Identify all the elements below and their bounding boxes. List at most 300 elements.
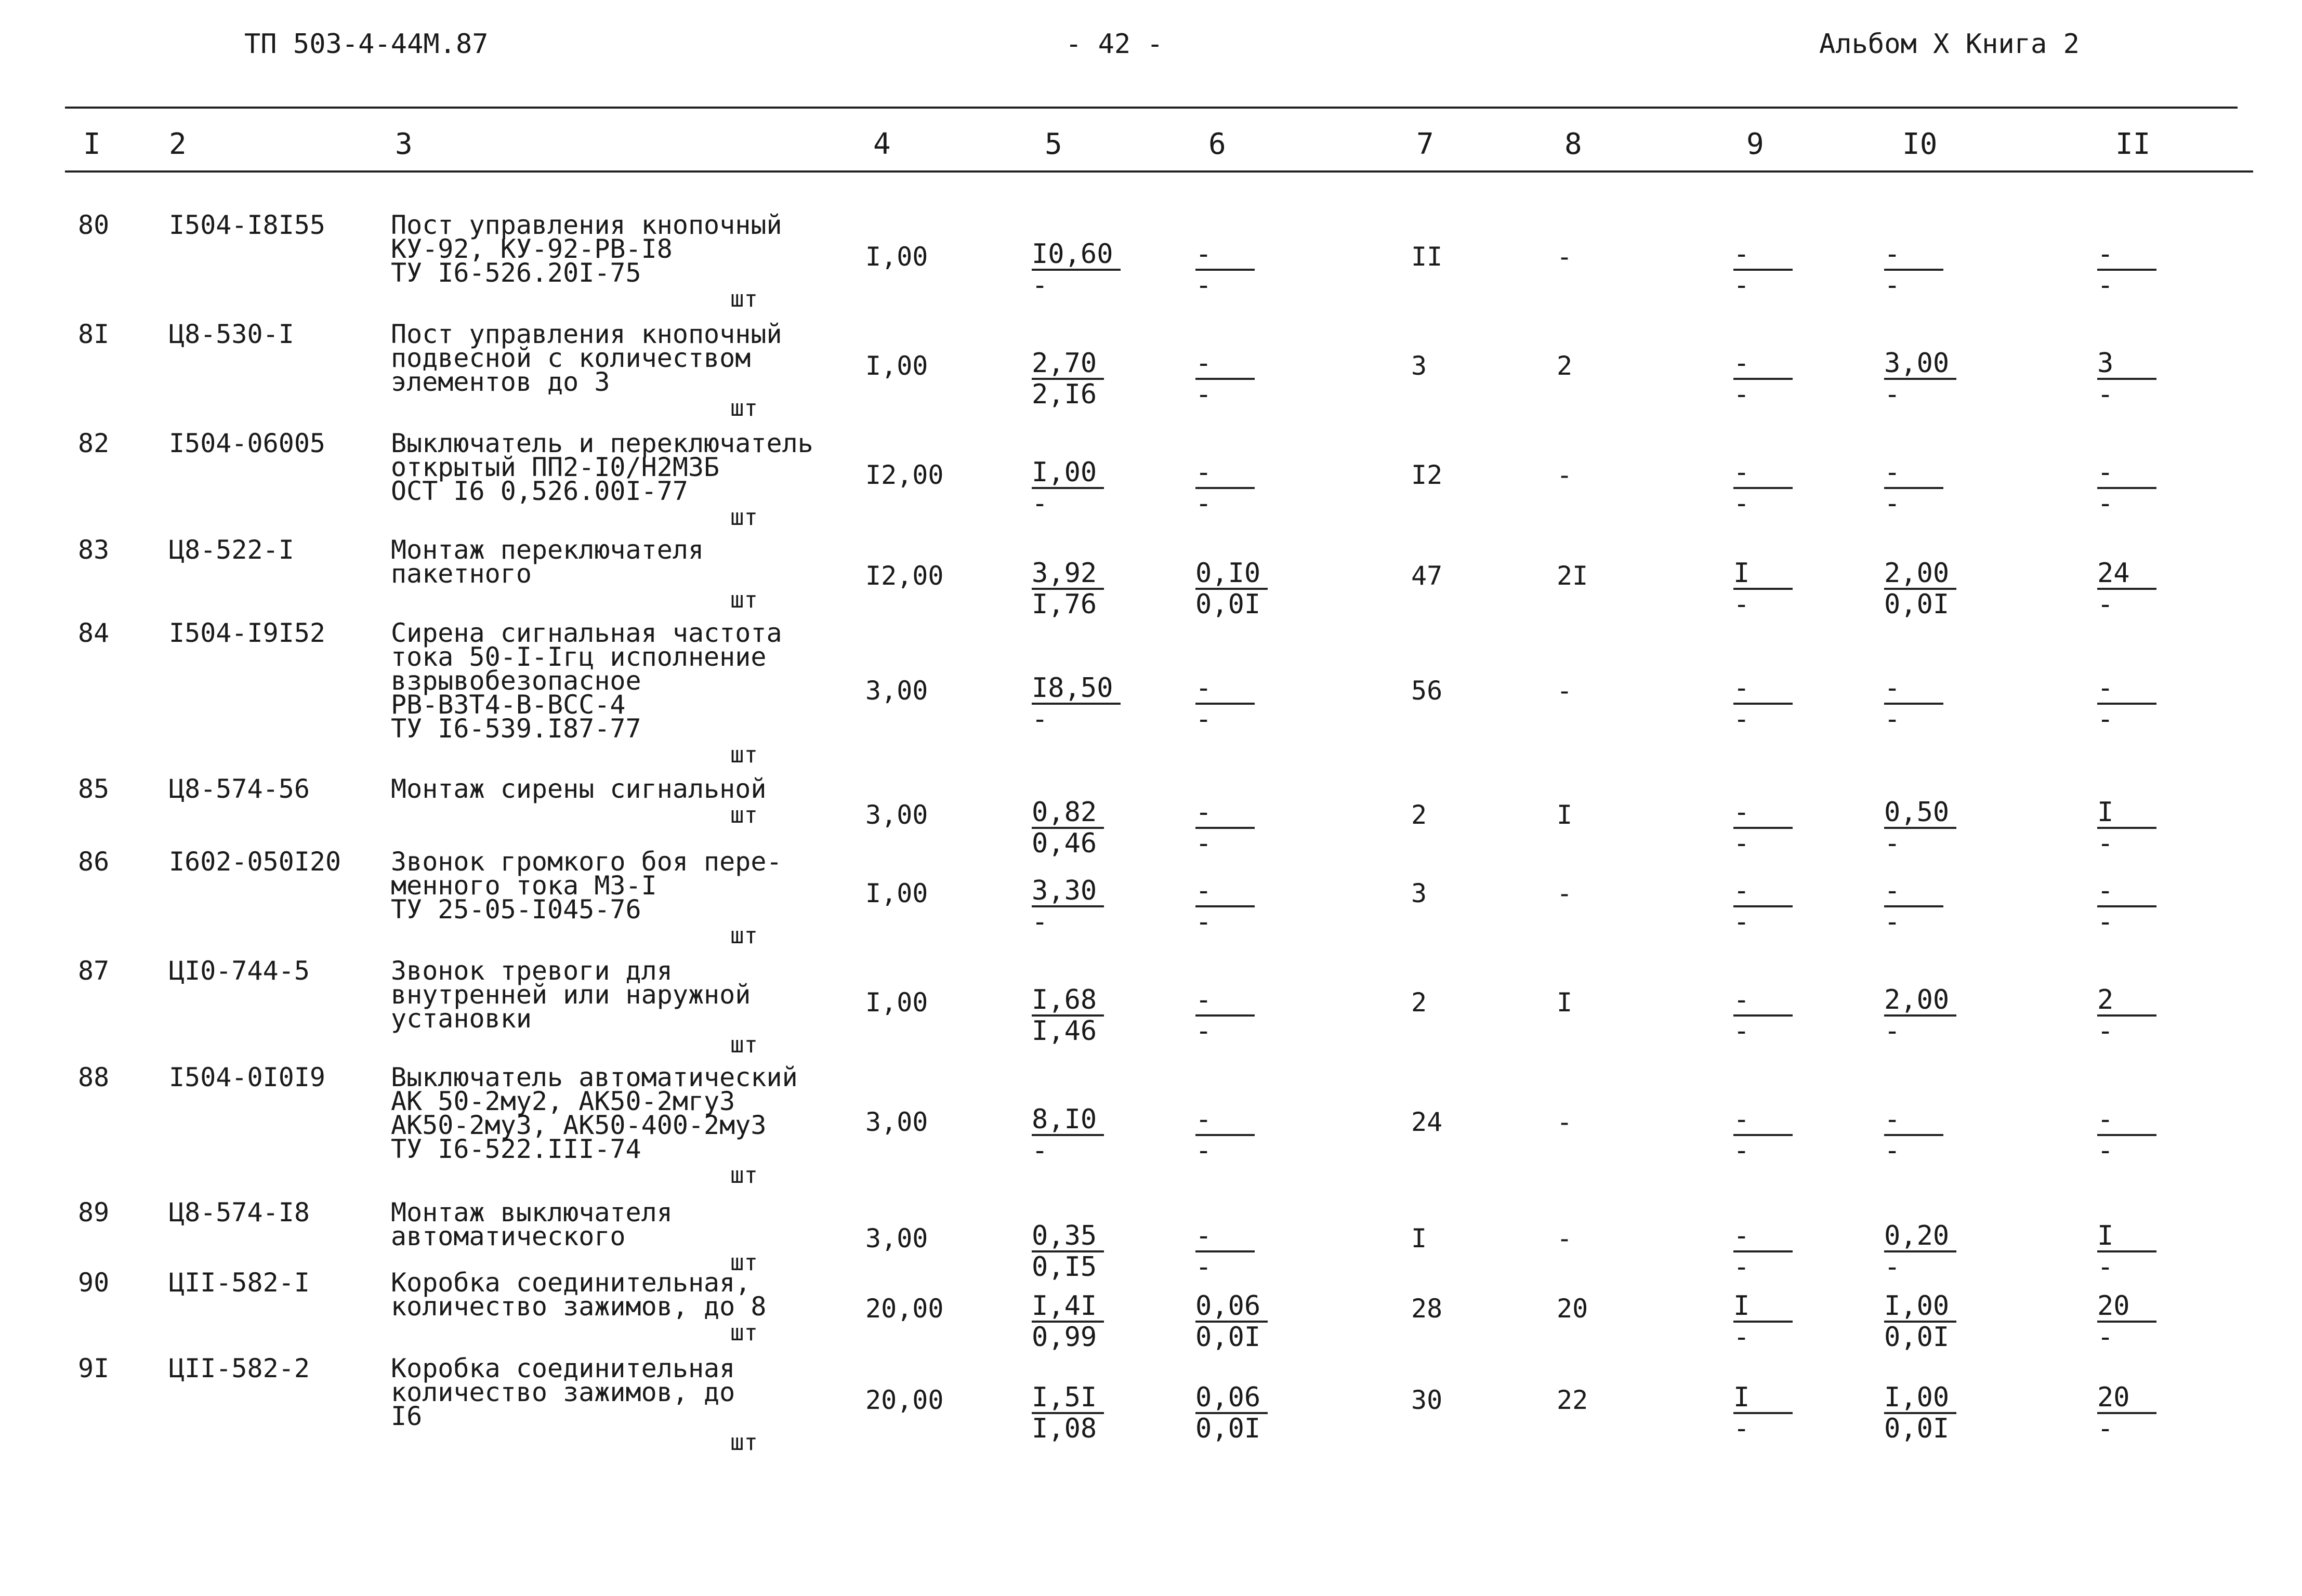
col8-value: -: [1557, 1223, 1573, 1254]
unit-label: шт: [730, 802, 758, 828]
column-number: 3: [395, 127, 413, 161]
denominator: -: [1884, 488, 1901, 519]
fraction-c5: [1032, 349, 1104, 409]
column-number: 9: [1746, 127, 1764, 161]
numerator: -: [2097, 1105, 2156, 1136]
fraction-c6: [1195, 674, 1268, 734]
fraction-c10: [1884, 1291, 1957, 1352]
item-name-line: Монтаж переключателя: [391, 535, 704, 565]
unit-label: шт: [730, 1162, 758, 1189]
denominator: -: [1884, 1251, 1901, 1283]
item-name-line: элементов до 3: [391, 367, 610, 397]
denominator: 0,0I: [1195, 1413, 1261, 1444]
fraction-c10: [1884, 798, 1957, 858]
denominator: -: [1884, 1135, 1901, 1166]
column-number: 4: [873, 127, 891, 161]
numerator: -: [1733, 349, 1793, 380]
fraction-c6: [1195, 1383, 1268, 1443]
denominator: -: [1195, 270, 1212, 301]
fraction-c11: [2097, 798, 2170, 858]
col8-value: -: [1557, 1107, 1573, 1137]
numerator: 20: [2097, 1383, 2156, 1414]
quantity: 3,00: [865, 800, 928, 830]
item-name-line: Звонок громкого боя пере-: [391, 847, 782, 877]
item-name-line: Коробка соединительная,: [391, 1268, 751, 1298]
denominator: I,76: [1032, 589, 1097, 620]
unit-label: шт: [730, 1320, 758, 1346]
denominator: -: [1195, 379, 1212, 410]
fraction-c10: [1884, 985, 1957, 1046]
numerator: -: [1195, 240, 1255, 271]
item-name-line: взрывобезопасное: [391, 666, 641, 696]
item-name-line: Выключатель и переключатель: [391, 428, 813, 458]
numerator: -: [2097, 674, 2156, 705]
denominator: -: [1884, 379, 1901, 410]
fraction-c9: [1733, 559, 1806, 619]
numerator: -: [1884, 240, 1943, 271]
numerator: -: [1733, 876, 1793, 907]
numerator: 0,06: [1195, 1291, 1268, 1323]
item-name-line: внутренней или наружной: [391, 980, 751, 1010]
denominator: I,46: [1032, 1015, 1097, 1047]
fraction-c11: [2097, 674, 2170, 734]
numerator: I: [1733, 1291, 1793, 1323]
fraction-c9: [1733, 1291, 1806, 1352]
item-name-line: ОСТ I6 0,526.00I-77: [391, 476, 688, 506]
row-number: 88: [78, 1062, 110, 1092]
fraction-c9: [1733, 458, 1806, 518]
fraction-c5: [1032, 798, 1104, 858]
column-number: II: [2115, 127, 2151, 161]
numerator: I: [1733, 1383, 1793, 1414]
denominator: -: [1884, 828, 1901, 859]
row-number: 82: [78, 428, 110, 458]
denominator: -: [1195, 1251, 1212, 1283]
fraction-c6: [1195, 798, 1268, 858]
unit-label: шт: [730, 1429, 758, 1456]
numerator: I,00: [1032, 458, 1104, 489]
denominator: -: [1032, 270, 1048, 301]
row-number: 89: [78, 1197, 110, 1228]
fraction-c11: [2097, 1221, 2170, 1282]
item-name-line: автоматического: [391, 1221, 626, 1251]
column-number: I0: [1902, 127, 1938, 161]
col7-value: I: [1411, 1223, 1427, 1254]
column-number: 6: [1208, 127, 1226, 161]
denominator: 0,0I: [1195, 589, 1261, 620]
numerator: -: [1195, 876, 1255, 907]
numerator: 2,70: [1032, 349, 1104, 380]
fraction-c10: [1884, 349, 1957, 409]
denominator: 2,I6: [1032, 379, 1097, 410]
fraction-c11: [2097, 458, 2170, 518]
item-name-line: Пост управления кнопочный: [391, 319, 782, 349]
denominator: -: [2097, 1251, 2114, 1283]
page-number: - 42 -: [1066, 29, 1163, 60]
denominator: -: [1733, 1135, 1750, 1166]
denominator: -: [1733, 1413, 1750, 1444]
item-name-line: ТУ I6-522.III-74: [391, 1134, 641, 1164]
numerator: I,68: [1032, 985, 1104, 1017]
price-code: Ц8-522-I: [169, 535, 294, 565]
numerator: 20: [2097, 1291, 2156, 1323]
album-label: Альбом X Книга 2: [1819, 29, 2080, 60]
fraction-c10: [1884, 674, 1957, 734]
fraction-c11: [2097, 1383, 2170, 1443]
quantity: 20,00: [865, 1385, 944, 1415]
numerator: I,4I: [1032, 1291, 1104, 1323]
price-code: I504-I8I55: [169, 210, 326, 240]
unit-label: шт: [730, 286, 758, 312]
denominator: 0,46: [1032, 828, 1097, 859]
numerator: 0,50: [1884, 798, 1956, 829]
row-number: 86: [78, 847, 110, 877]
item-name-line: Пост управления кнопочный: [391, 210, 782, 240]
numerator: I,00: [1884, 1291, 1956, 1323]
col7-value: I2: [1411, 460, 1443, 490]
numerator: 0,I0: [1195, 559, 1268, 590]
fraction-c6: [1195, 1221, 1268, 1282]
col7-value: 56: [1411, 676, 1443, 706]
fraction-c9: [1733, 1221, 1806, 1282]
denominator: -: [1884, 270, 1901, 301]
numerator: 0,35: [1032, 1221, 1104, 1252]
fraction-c10: [1884, 559, 1957, 619]
fraction-c10: [1884, 876, 1957, 937]
col7-value: 2: [1411, 800, 1427, 830]
numerator: 0,82: [1032, 798, 1104, 829]
price-code: I504-06005: [169, 428, 326, 458]
denominator: -: [1733, 1322, 1750, 1353]
numerator: I: [1733, 559, 1793, 590]
numerator: -: [1733, 240, 1793, 271]
row-number: 9I: [78, 1353, 110, 1383]
numerator: -: [1884, 1105, 1943, 1136]
col8-value: 22: [1557, 1385, 1588, 1415]
item-name-line: АК 50-2му2, АК50-2мгу3: [391, 1086, 735, 1116]
denominator: -: [2097, 1322, 2114, 1353]
row-number: 80: [78, 210, 110, 240]
numerator: 3: [2097, 349, 2156, 380]
fraction-c10: [1884, 1105, 1957, 1165]
row-number: 8I: [78, 319, 110, 349]
fraction-c5: [1032, 1105, 1104, 1165]
denominator: -: [2097, 828, 2114, 859]
item-name-line: установки: [391, 1004, 532, 1034]
denominator: -: [1195, 906, 1212, 938]
col7-value: 3: [1411, 351, 1427, 381]
col7-value: II: [1411, 242, 1443, 272]
fraction-c10: [1884, 1221, 1957, 1282]
unit-label: шт: [730, 1032, 758, 1058]
fraction-c9: [1733, 240, 1806, 300]
price-code: ЦII-582-2: [169, 1353, 310, 1383]
numerator: 0,06: [1195, 1383, 1268, 1414]
numerator: -: [1733, 985, 1793, 1017]
denominator: -: [1733, 906, 1750, 938]
col7-value: 30: [1411, 1385, 1443, 1415]
fraction-c11: [2097, 559, 2170, 619]
item-name-line: АК50-2му3, АК50-400-2му3: [391, 1110, 767, 1140]
quantity: 3,00: [865, 1223, 928, 1254]
denominator: -: [1032, 906, 1048, 938]
price-code: I504-I9I52: [169, 618, 326, 648]
fraction-c5: [1032, 1221, 1104, 1282]
fraction-c5: [1032, 559, 1104, 619]
fraction-c11: [2097, 1291, 2170, 1352]
col8-value: I: [1557, 987, 1573, 1018]
denominator: 0,0I: [1195, 1322, 1261, 1353]
fraction-c5: [1032, 239, 1113, 301]
numerator: I,00: [1884, 1383, 1956, 1414]
column-number: 7: [1416, 127, 1434, 161]
fraction-c9: [1733, 349, 1806, 409]
numerator: 8,I0: [1032, 1105, 1104, 1136]
fraction-c5: [1032, 458, 1104, 518]
quantity: I,00: [865, 351, 928, 381]
header-rule: [65, 170, 2253, 173]
col7-value: 3: [1411, 878, 1427, 908]
numerator: -: [2097, 458, 2156, 489]
column-number: I: [83, 127, 101, 161]
item-name-line: РВ-ВЗТ4-В-ВСС-4: [391, 690, 626, 720]
denominator: -: [1733, 704, 1750, 735]
fraction-c9: [1733, 1383, 1806, 1443]
numerator: -: [1884, 876, 1943, 907]
numerator: 2,00: [1884, 985, 1956, 1017]
fraction-c6: [1195, 240, 1268, 300]
unit-label: шт: [730, 1249, 758, 1276]
numerator: -: [1195, 349, 1255, 380]
numerator: -: [1733, 798, 1793, 829]
fraction-c6: [1195, 1105, 1268, 1165]
item-name-line: подвесной с количеством: [391, 343, 751, 373]
top-rule: [65, 107, 2238, 109]
fraction-c6: [1195, 349, 1268, 409]
unit-label: шт: [730, 922, 758, 949]
denominator: -: [2097, 270, 2114, 301]
col8-value: 2I: [1557, 561, 1588, 591]
denominator: -: [1733, 270, 1750, 301]
denominator: -: [1733, 379, 1750, 410]
row-number: 84: [78, 618, 110, 648]
fraction-c5: [1032, 1383, 1104, 1443]
numerator: -: [1195, 458, 1255, 489]
denominator: -: [2097, 488, 2114, 519]
numerator: I,5I: [1032, 1383, 1104, 1414]
col7-value: 2: [1411, 987, 1427, 1018]
item-name-line: ТУ I6-526.20I-75: [391, 258, 641, 288]
quantity: I2,00: [865, 460, 944, 490]
denominator: -: [1195, 488, 1212, 519]
fraction-c10: [1884, 1383, 1957, 1443]
item-name-line: Выключатель автоматический: [391, 1062, 798, 1092]
denominator: -: [2097, 1413, 2114, 1444]
denominator: 0,0I: [1884, 1413, 1950, 1444]
denominator: -: [1032, 1135, 1048, 1166]
denominator: -: [1733, 589, 1750, 620]
item-name-line: КУ-92, КУ-92-РВ-I8: [391, 234, 673, 264]
item-name-line: Монтаж сирены сигнальной: [391, 774, 767, 804]
price-code: Ц8-530-I: [169, 319, 294, 349]
item-name-line: I6: [391, 1401, 423, 1431]
numerator: -: [1884, 458, 1943, 489]
numerator: -: [2097, 240, 2156, 271]
price-code: ЦII-582-I: [169, 1268, 310, 1298]
denominator: -: [2097, 906, 2114, 938]
col8-value: 2: [1557, 351, 1573, 381]
denominator: 0,I5: [1032, 1251, 1097, 1283]
denominator: -: [1884, 906, 1901, 938]
fraction-c9: [1733, 985, 1806, 1046]
denominator: -: [1195, 1015, 1212, 1047]
unit-label: шт: [730, 395, 758, 421]
row-number: 83: [78, 535, 110, 565]
item-name-line: Сирена сигнальная частота: [391, 618, 782, 648]
fraction-c11: [2097, 1105, 2170, 1165]
col8-value: I: [1557, 800, 1573, 830]
numerator: -: [1884, 674, 1943, 705]
fraction-c6: [1195, 985, 1268, 1046]
fraction-c11: [2097, 985, 2170, 1046]
numerator: 3,92: [1032, 559, 1104, 590]
denominator: I,08: [1032, 1413, 1097, 1444]
item-name-line: Коробка соединительная: [391, 1353, 735, 1383]
denominator: -: [1032, 704, 1048, 735]
item-name-line: ТУ 25-05-I045-76: [391, 894, 641, 925]
item-name-line: количество зажимов, до 8: [391, 1291, 767, 1322]
denominator: -: [2097, 704, 2114, 735]
quantity: I,00: [865, 878, 928, 908]
price-code: Ц8-574-I8: [169, 1197, 310, 1228]
column-number: 2: [169, 127, 187, 161]
numerator: -: [1733, 1221, 1793, 1252]
unit-label: шт: [730, 587, 758, 613]
numerator: -: [1195, 798, 1255, 829]
denominator: 0,0I: [1884, 589, 1950, 620]
header-code: ТП 503-4-44М.87: [244, 29, 489, 60]
fraction-c5: [1032, 672, 1113, 735]
price-code: ЦI0-744-5: [169, 956, 310, 986]
numerator: -: [1733, 458, 1793, 489]
numerator: -: [1195, 1221, 1255, 1252]
numerator: -: [1733, 1105, 1793, 1136]
fraction-c11: [2097, 349, 2170, 409]
denominator: -: [2097, 1135, 2114, 1166]
denominator: -: [1884, 704, 1901, 735]
row-number: 85: [78, 774, 110, 804]
numerator: 3,00: [1884, 349, 1956, 380]
quantity: I,00: [865, 987, 928, 1018]
fraction-c9: [1733, 876, 1806, 937]
col8-value: 20: [1557, 1294, 1588, 1324]
col8-value: -: [1557, 242, 1573, 272]
fraction-c6: [1195, 1291, 1268, 1352]
unit-label: шт: [730, 742, 758, 768]
quantity: I2,00: [865, 561, 944, 591]
quantity: 3,00: [865, 676, 928, 706]
price-code: I504-0I0I9: [169, 1062, 326, 1092]
col7-value: 47: [1411, 561, 1443, 591]
column-number: 8: [1564, 127, 1582, 161]
denominator: -: [1195, 704, 1212, 735]
numerator: -: [1195, 674, 1255, 705]
denominator: 0,99: [1032, 1322, 1097, 1353]
denominator: -: [2097, 379, 2114, 410]
fraction-c11: [2097, 240, 2170, 300]
fraction-c5: [1032, 985, 1104, 1046]
numerator: I: [2097, 798, 2156, 829]
fraction-c10: [1884, 458, 1957, 518]
denominator: -: [1884, 1015, 1901, 1047]
fraction-c6: [1195, 559, 1268, 619]
fraction-c11: [2097, 876, 2170, 937]
fraction-c9: [1733, 1105, 1806, 1165]
item-name-line: ТУ I6-539.I87-77: [391, 714, 641, 744]
quantity: I,00: [865, 242, 928, 272]
price-code: Ц8-574-56: [169, 774, 310, 804]
col8-value: -: [1557, 676, 1573, 706]
denominator: -: [1733, 1251, 1750, 1283]
col8-value: -: [1557, 460, 1573, 490]
numerator: -: [1195, 985, 1255, 1017]
numerator: 0,20: [1884, 1221, 1956, 1252]
item-name-line: тока 50-I-Iгц исполнение: [391, 642, 767, 672]
numerator: -: [1195, 1105, 1255, 1136]
fraction-c6: [1195, 876, 1268, 937]
numerator: 24: [2097, 559, 2156, 590]
denominator: -: [1195, 1135, 1212, 1166]
item-name-line: Звонок тревоги для: [391, 956, 673, 986]
numerator: I: [2097, 1221, 2156, 1252]
denominator: -: [1195, 828, 1212, 859]
item-name-line: Монтаж выключателя: [391, 1197, 673, 1228]
denominator: -: [1733, 488, 1750, 519]
fraction-c9: [1733, 798, 1806, 858]
numerator: I8,50: [1032, 674, 1121, 705]
item-name-line: количество зажимов, до: [391, 1377, 735, 1407]
unit-label: шт: [730, 504, 758, 531]
denominator: -: [2097, 589, 2114, 620]
column-number: 5: [1045, 127, 1062, 161]
fraction-c5: [1032, 876, 1104, 937]
denominator: -: [1733, 828, 1750, 859]
col7-value: 28: [1411, 1294, 1443, 1324]
denominator: -: [1032, 488, 1048, 519]
item-name-line: открытый ПП2-I0/Н2М3Б: [391, 452, 720, 482]
fraction-c9: [1733, 674, 1806, 734]
numerator: 2: [2097, 985, 2156, 1017]
fraction-c6: [1195, 458, 1268, 518]
numerator: I0,60: [1032, 240, 1121, 271]
price-code: I602-050I20: [169, 847, 341, 877]
quantity: 3,00: [865, 1107, 928, 1137]
item-name-line: пакетного: [391, 559, 532, 589]
denominator: 0,0I: [1884, 1322, 1950, 1353]
quantity: 20,00: [865, 1294, 944, 1324]
row-number: 90: [78, 1268, 110, 1298]
numerator: -: [2097, 876, 2156, 907]
col7-value: 24: [1411, 1107, 1443, 1137]
numerator: 2,00: [1884, 559, 1956, 590]
item-name-line: менного тока МЗ-I: [391, 870, 657, 901]
denominator: -: [2097, 1015, 2114, 1047]
denominator: -: [1733, 1015, 1750, 1047]
fraction-c10: [1884, 240, 1957, 300]
fraction-c5: [1032, 1291, 1104, 1352]
numerator: 3,30: [1032, 876, 1104, 907]
col8-value: -: [1557, 878, 1573, 908]
